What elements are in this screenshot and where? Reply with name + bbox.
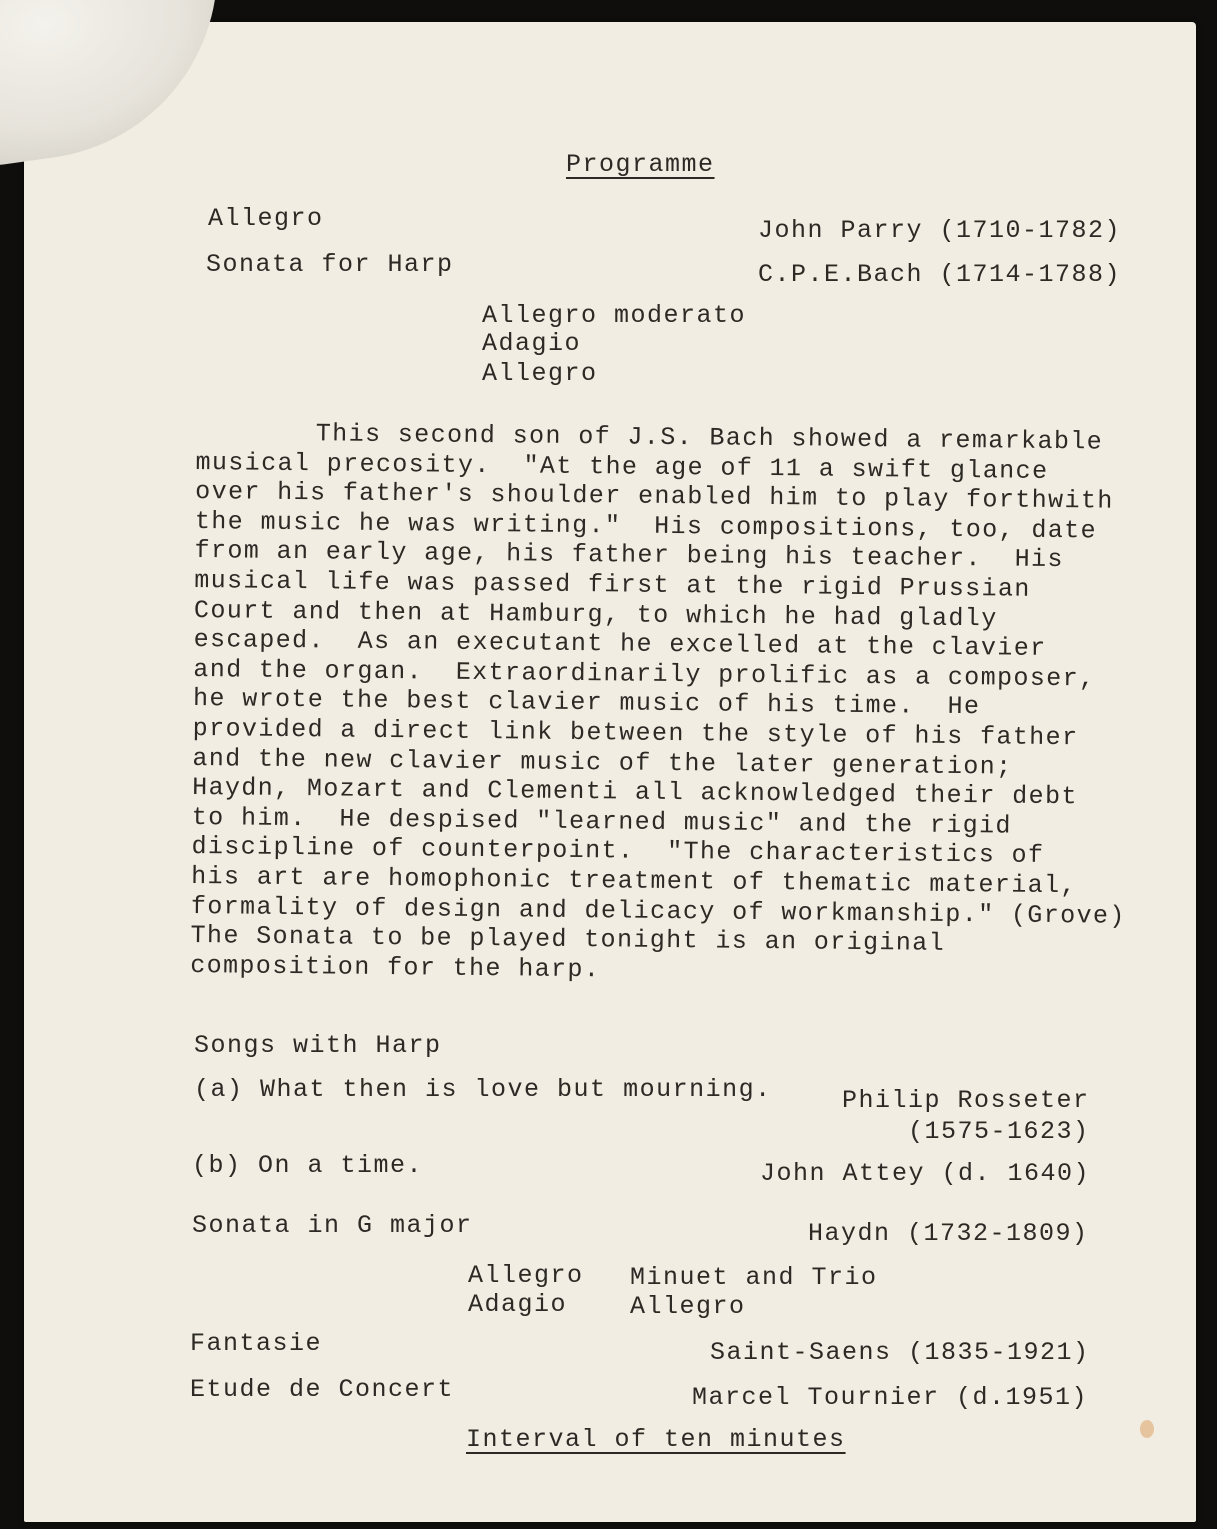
note-line: Haydn, Mozart and Clementi all acknowledged their debt bbox=[191, 773, 1078, 812]
paper-stain bbox=[1140, 1420, 1154, 1438]
note-line: escaped. As an executant he excelled at the clavier bbox=[193, 625, 1047, 664]
movement-item: Allegro moderato bbox=[482, 301, 747, 330]
interval-note: Interval of ten minutes bbox=[466, 1425, 846, 1454]
note-line: Court and then at Hamburg, to which he had gladly bbox=[193, 595, 998, 633]
song-a-composer: Philip Rosseter bbox=[842, 1086, 1090, 1115]
song-b-composer: John Attey (d. 1640) bbox=[760, 1159, 1091, 1188]
note-line: This second son of J.S. Bach showed a remarkable bbox=[315, 419, 1104, 457]
piece-sonata-harp-composer: C.P.E.Bach (1714-1788) bbox=[758, 260, 1122, 289]
piece-etude-title: Etude de Concert bbox=[190, 1375, 455, 1404]
note-line: and the new clavier music of the later generation; bbox=[192, 743, 1013, 782]
note-line: musical precosity. "At the age of 11 a swift glance bbox=[195, 447, 1049, 486]
piece-allegro-title: Allegro bbox=[208, 204, 324, 233]
page-title: Programme bbox=[566, 150, 715, 179]
note-line: formality of design and delicacy of workmanship." (Grove) bbox=[190, 891, 1126, 931]
note-line: composition for the harp. bbox=[190, 950, 601, 984]
note-line: the music he was writing." His compositions, too, date bbox=[194, 506, 1098, 546]
piece-fantasie-title: Fantasie bbox=[190, 1329, 323, 1358]
note-line: The Sonata to be played tonight is an original bbox=[190, 921, 946, 958]
note-line: he wrote the best clavier music of his time. He bbox=[192, 684, 981, 722]
movement-item: Adagio bbox=[482, 329, 582, 358]
movement-item: Adagio bbox=[468, 1290, 568, 1319]
piece-etude-composer: Marcel Tournier (d.1951) bbox=[692, 1383, 1089, 1412]
piece-fantasie-composer: Saint-Saens (1835-1921) bbox=[710, 1338, 1090, 1367]
note-line: his art are homophonic treatment of thematic material, bbox=[191, 861, 1078, 901]
movement-item: Allegro bbox=[630, 1292, 746, 1321]
note-line: over his father's shoulder enabled him to play forthwith bbox=[195, 477, 1114, 516]
songs-heading: Songs with Harp bbox=[194, 1031, 442, 1060]
note-line: discipline of counterpoint. "The characteristics of bbox=[191, 832, 1045, 871]
piece-allegro-composer: John Parry (1710-1782) bbox=[758, 216, 1122, 245]
note-line: and the organ. Extraordinarily prolific as a composer, bbox=[193, 654, 1096, 694]
piece-sonata-harp-title: Sonata for Harp bbox=[206, 250, 454, 279]
movement-item: Allegro bbox=[482, 359, 598, 388]
note-line: provided a direct link between the style of his father bbox=[192, 713, 1079, 753]
programme-note bbox=[190, 418, 1126, 990]
movement-item: Allegro bbox=[468, 1261, 584, 1290]
song-a-dates: (1575-1623) bbox=[908, 1117, 1090, 1146]
note-line: from an early age, his father being his teacher. His bbox=[194, 536, 1065, 575]
note-line: musical life was passed first at the rigid Prussian bbox=[194, 565, 1031, 604]
note-line: to him. He despised "learned music" and the rigid bbox=[191, 802, 1013, 841]
song-b-title: (b) On a time. bbox=[192, 1151, 424, 1180]
song-a-title: (a) What then is love but mourning. bbox=[194, 1075, 772, 1104]
piece-sonata-g-composer: Haydn (1732-1809) bbox=[808, 1219, 1089, 1248]
movement-item: Minuet and Trio bbox=[630, 1263, 878, 1292]
piece-sonata-g-title: Sonata in G major bbox=[192, 1211, 473, 1240]
